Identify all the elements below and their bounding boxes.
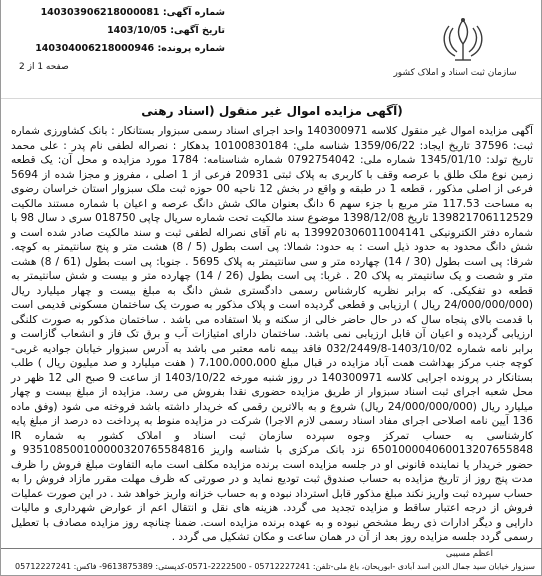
- notice-number-label: شماره آگهی:: [162, 7, 225, 18]
- file-number-row: [15, 40, 225, 58]
- organization-name: سازمان ثبت اسناد و املاک کشور: [393, 68, 517, 78]
- page-number: صفحه 1 از 2: [19, 62, 69, 72]
- notice-number-row: [15, 4, 225, 22]
- page-footer: [1, 548, 542, 576]
- notice-date-value: 1403/10/05: [107, 25, 167, 36]
- notice-body: [11, 124, 533, 545]
- notice-date-row: [15, 22, 225, 40]
- header-divider: [1, 98, 541, 99]
- notice-title: (آگهی مزایده اموال غیر منقول (اسناد رهنی: [141, 104, 403, 118]
- notice-body-text: آگهی مزایده اموال غیر منقول کلاسه 140300971 واحد اجرای اسناد رسمی سبزوار بستانکار : بانک کشاورزی شماره ثبت: 37596 تاریخ ایجاد: 1359/06/22 شناسه ملی: 10100830184 بدهکار : نصراله لطفی نام پدر : علی محمد تاریخ تولد: 1345/01/10 شماره ملی: 0792754042 شماره شناسنامه: 1784 مورد مزایده و محل آن: یک قطعه زمین نوع ملک طلق با عرصه وقف با کاربری به پلاک ثبتی 20931 فرعی از 1 اصلی ، مفروز و مجزا شده از 5694 فرعی از اصلی مذکور ، قطعه 1 در طبقه و واقع در بخش 12 ناحیه 00 حوزه ثبت ملک سبزوار استان خراسان رضوی به مساحت 117.53 متر مربع با جزء سهم 6 دانگ بعنوان مالک شش دانگ عرصه و اعیان با شماره مستند مالکیت 139821706112529 تاریخ 1398/12/08 موضوع سند مالکیت تحت شماره سریال چاپی 018750 سری د سال 98 با شماره دفتر الکترونیکی 139920306011004141 به نام آقای نصراله لطفی ثبت و سند مالکیت صادر شده است و شش دانگ محدود به حدود ذیل است : به حدود: شمالا: پی است بطول (5 / 8) هشت متر و پنج سانتیمتر به کوچه. شرقا: پی است بطول (30 / 14) چهارده متر و سی سانتیمتر به پلاک 5695 . جنوبا: پی است بطول (61 / 8) هشت متر و شصت و یک سانتیمتر به پلاک 20 . غربا: پی است بطول (26 / 14) چهارده متر و بیست و شش سانتیمتر به قطعه دو تفکیکی. که برابر نظریه کارشناس رسمی دادگستری شش دانگ به مبلغ بیست و چهار میلیارد ریال (24/000/000/000 ریال ) ارزیابی و قطعی گردیده است و پلاک مذکور به صورت یک ساختمان مسکونی قدیمی است با قدمت بالای پنجاه سال که در حال حاضر خالی از سکنه و بلا استفاده می باشد . ساختمان مذکور به صورت کلنگی ارزیابی گردیده و اعیان آن قابل ارزیابی نمی باشد. ساختمان دارای امتیازات آب و برق تک فاز و انشعاب گازاست و برابر نامه شماره 1403/10/02-032/2449/8 فاقد بیمه نامه معتبر می باشد به آدرس سبزوار خیابان جوادیه غربی-کوچه جنب مرکز بهداشت همت آباد مزایده در قبال مبلغ 7،100،000،000 ( هفت میلیارد و صد میلیون ریال ) طلب بستانکار در پرونده اجرایی کلاسه 140300971 در روز شنبه مورخه 1403/10/22 از ساعت 9 صبح الی 12 ظهر در محل شعبه اجرای ثبت اسناد سبزوار از طریق مزایده حضوری نقدا بفروش می رسد. مزایده از مبلغ بیست و چهار میلیارد ریال (24/000/000/000 ریال) شروع و به بالاترین رقمی که خریدار داشته باشد فروخته می شود (وفق ماده 136 آیین نامه اصلاحی اجرای مفاد اسناد رسمی لازم الاجرا) شرکت در مزایده منوط به پرداخت ده درصد از مبلغ پایه کارشناسی به حساب تمرکز وجوه سپرده سازمان ثبت اسناد و املاک کشور به شماره IR 650100004060013207655848 نزد بانک مرکزی با شناسه واریز 935108500100000320765584816 و حضور خریدار یا نماینده قانونی او در جلسه مزایده است برنده مزایده مکلف است مابه التفاوت مبلغ فروش را ظرف مدت پنج روز از تاریخ مزایده به حساب صندوق ثبت تودیع نماید و در صورتی که ظرف مهلت مقرر مازاد فروش را به حساب سپرده ثبت واریز نکند مبلغ مذکور قابل استرداد نبوده و به حساب خزانه واریز خواهد شد . در این صورت عملیات فروش از درجه اعتبار ساقط و مزایده تجدید می گردد. هزینه های نقل و انتقال اعم از عوارض شهرداری و مالیات دارایی و دیگر ادارات ذی ربط مشخص نبوده و به عهده برنده مزایده است. ضمنا چنانچه روز مزایده مصادف با تعطیل رسمی گردد جلسه مزایده روز بعد از آن در همان ساعت و مکان تشکیل می گردد .: [11, 125, 534, 543]
- iran-emblem-icon: [435, 14, 491, 68]
- notice-number-value: 140303906218000081: [40, 7, 160, 18]
- signer-name: اعظم مسیبی: [445, 549, 493, 559]
- file-number-value: 140304006218000946: [35, 43, 155, 54]
- file-number-label: شماره پرونده:: [157, 43, 225, 54]
- notice-date-label: تاریخ آگهی:: [170, 25, 225, 36]
- office-address: سبزوار خیابان سید جمال الدین اسد آبادی -ابوریحان، باغ ملی-تلفن: 05712227241 - 2222500-0571-کدپستی: 9613875389- فاکس: 05712227241: [15, 562, 535, 571]
- notice-metadata: [15, 4, 225, 58]
